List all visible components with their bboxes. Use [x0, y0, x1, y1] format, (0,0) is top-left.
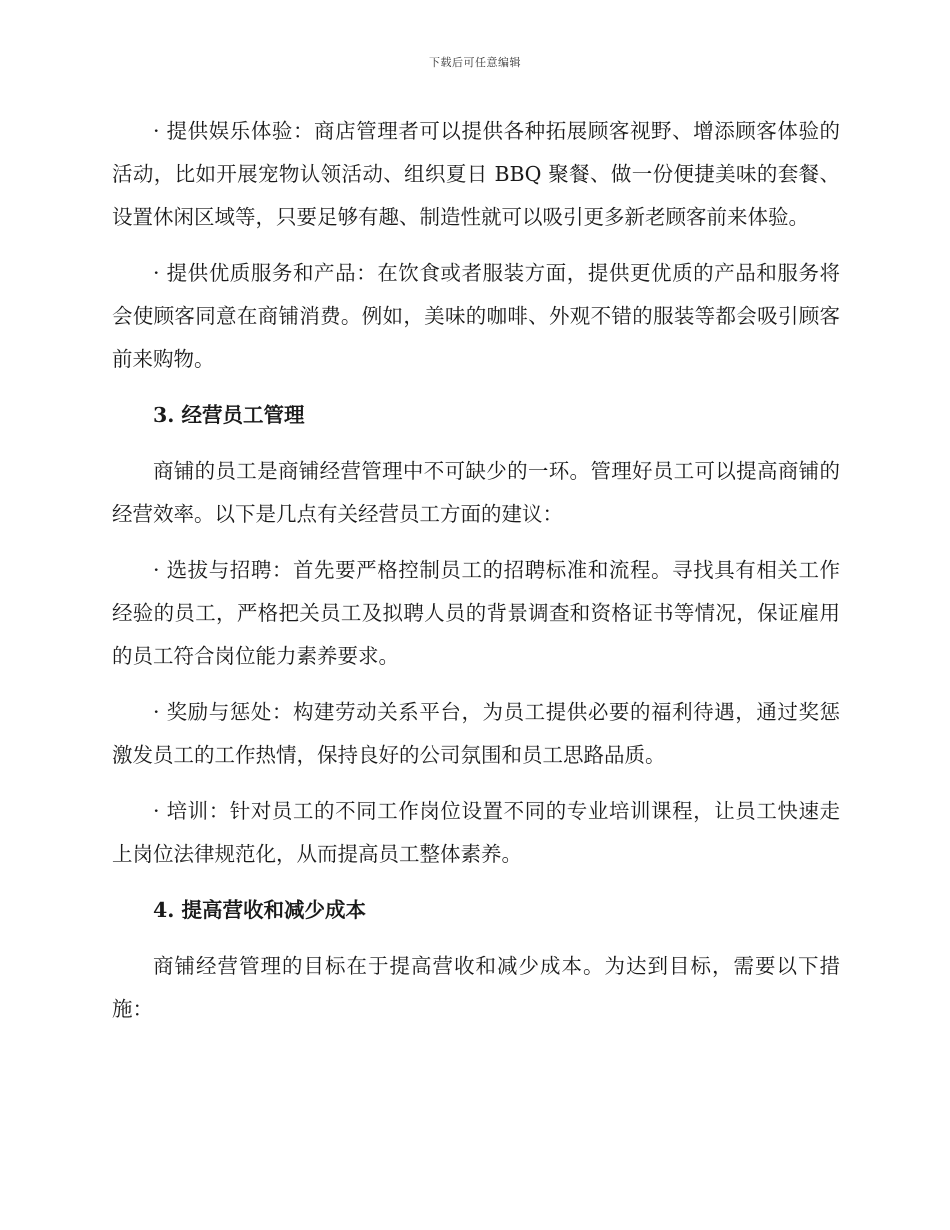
document-body: [112, 110, 840, 1044]
page-header-note: 下载后可任意编辑: [429, 56, 521, 69]
section-heading-staff-management: 3. 经营员工管理: [153, 403, 305, 427]
paragraph-training: · 培训：针对员工的不同工作岗位设置不同的专业培训课程，让员工快速走上岗位法律规范化，从而提高员工整体素养。: [112, 799, 840, 866]
paragraph-staff-intro: 商铺的员工是商铺经营管理中不可缺少的一环。管理好员工可以提高商铺的经营效率。以下是几点有关经营员工方面的建议：: [112, 459, 840, 526]
paragraph-recruitment: · 选拔与招聘：首先要严格控制员工的招聘标准和流程。寻找具有相关工作经验的员工，严格把关员工及拟聘人员的背景调查和资格证书等情况，保证雇用的员工符合岗位能力素养要求。: [112, 558, 840, 668]
paragraph-quality-service: · 提供优质服务和产品：在饮食或者服装方面，提供更优质的产品和服务将会使顾客同意在商铺消费。例如，美味的咖啡、外观不错的服装等都会吸引顾客前来购物。: [112, 261, 840, 371]
paragraph-entertainment: · 提供娱乐体验：商店管理者可以提供各种拓展顾客视野、增添顾客体验的活动，比如开展宠物认领活动、组织夏日 BBQ 聚餐、做一份便捷美味的套餐、设置休闲区域等，只要足够有趣、制造性就可以吸引更多新老顾客前来体验。: [112, 119, 840, 229]
section-heading-revenue-cost: 4. 提高营收和减少成本: [153, 898, 367, 922]
paragraph-rewards: · 奖励与惩处：构建劳动关系平台，为员工提供必要的福利待遇，通过奖惩激发员工的工作热情，保持良好的公司氛围和员工思路品质。: [112, 700, 840, 767]
paragraph-revenue-intro: 商铺经营管理的目标在于提高营收和减少成本。为达到目标，需要以下措施：: [112, 954, 840, 1021]
